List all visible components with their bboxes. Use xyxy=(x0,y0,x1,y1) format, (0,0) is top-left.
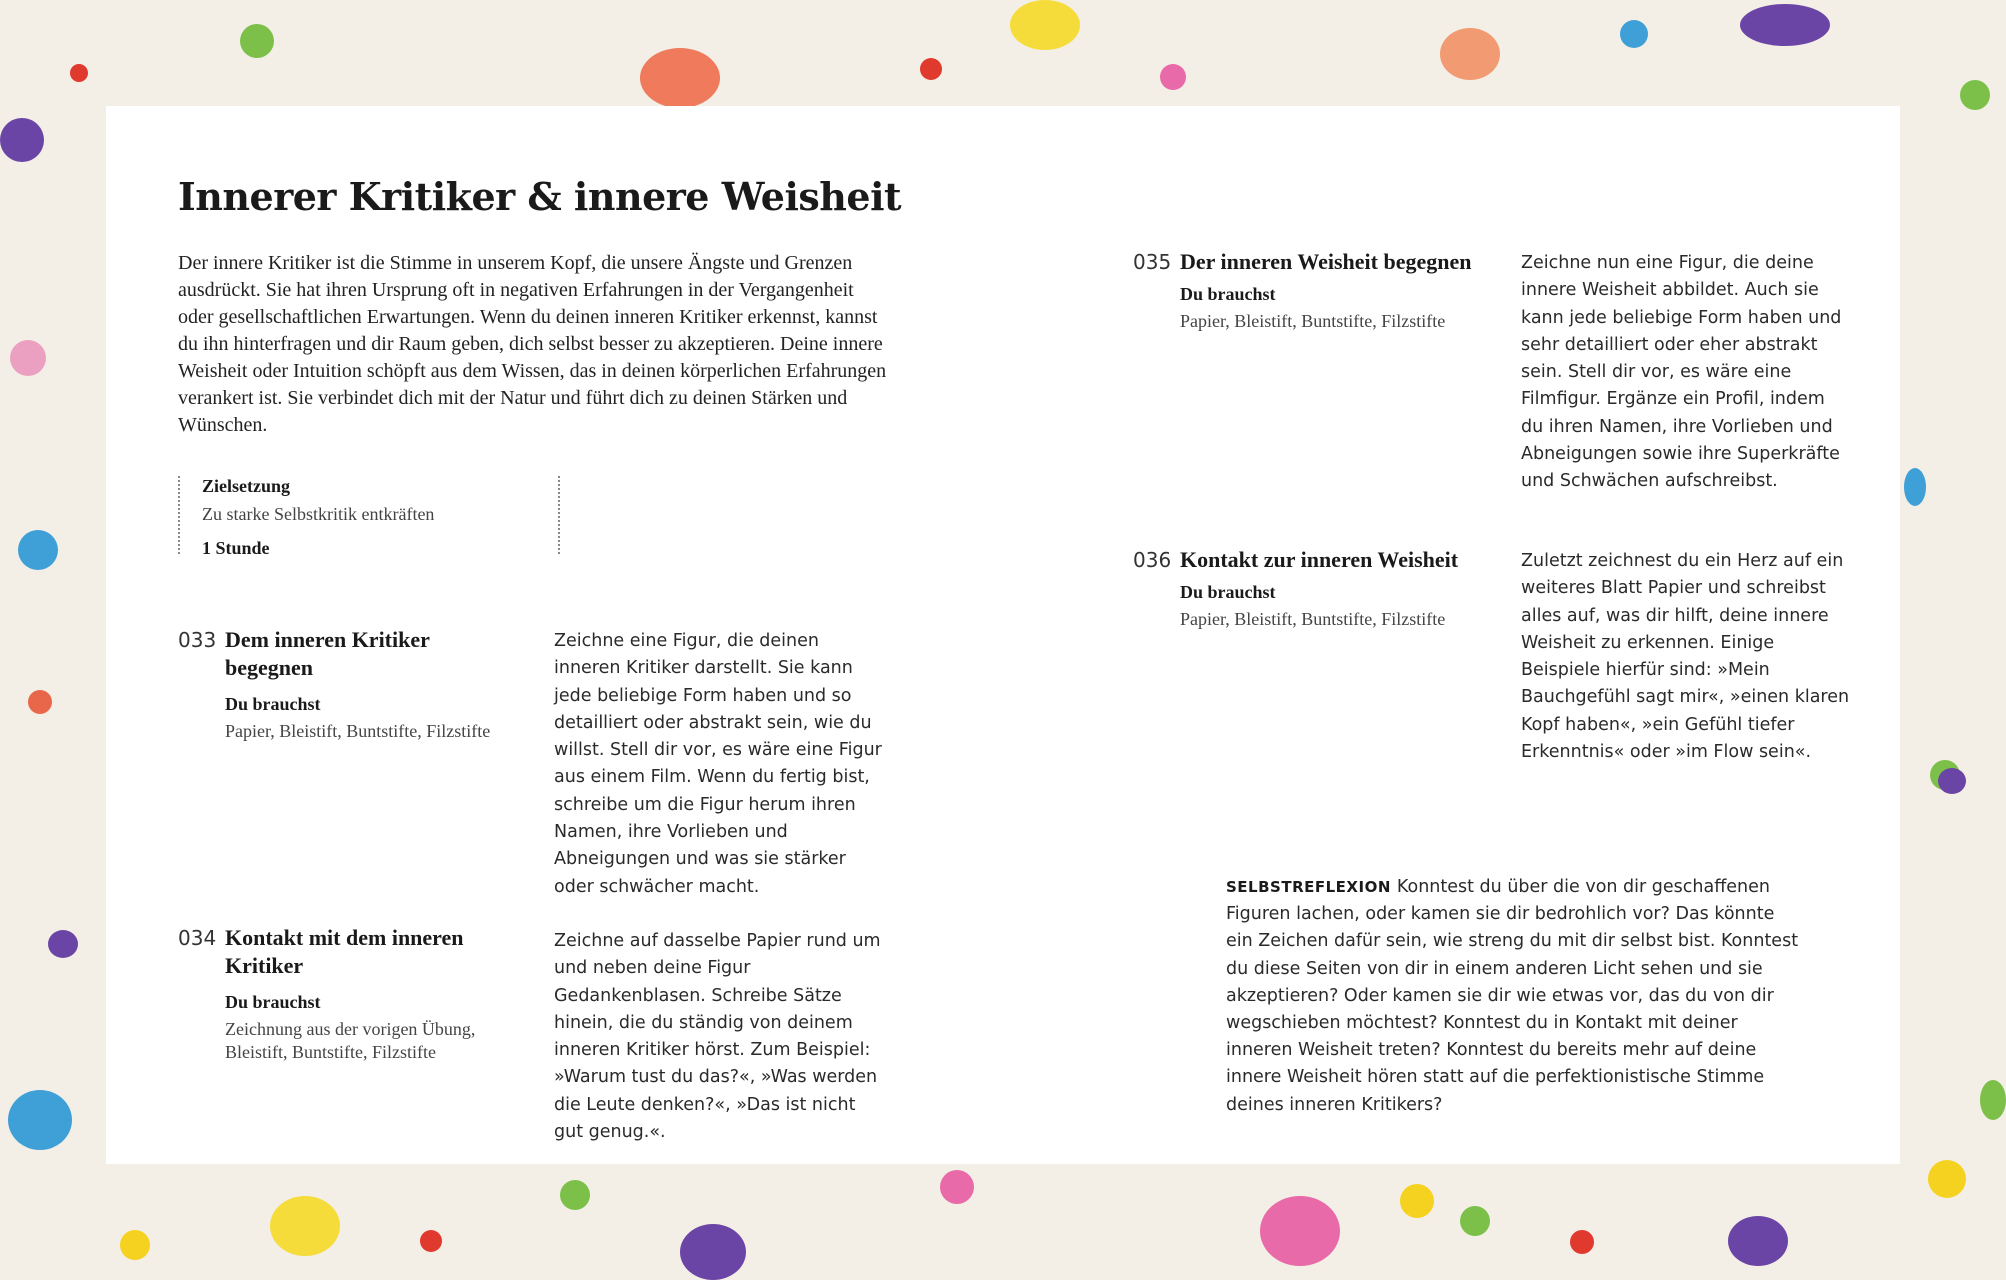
paint-splat xyxy=(1010,0,1080,50)
paint-splat xyxy=(1400,1184,1434,1218)
exercise-number: 034 xyxy=(178,926,217,950)
paint-splat xyxy=(8,1090,72,1150)
exercise-number: 035 xyxy=(1133,250,1172,274)
exercise-text: Zuletzt zeichnest du ein Herz auf ein weiteres Blatt Papier und schreibst alles auf, was dir hilft, deine innere Weisheit zu erkennen. Einige Beispiele hierfür sind: »Mein Bauchgefühl sagt mir«, »einen klaren Kopf haben«, »ein Gefühl tiefer Erkenntnis« oder »im Flow sein«. xyxy=(1521,551,1850,763)
needs-label: Du brauchst xyxy=(225,992,321,1012)
paint-splat xyxy=(640,48,720,108)
page-card xyxy=(106,106,1900,1164)
paint-splat xyxy=(420,1230,442,1252)
paint-splat xyxy=(48,930,78,958)
exercise-text: Zeichne eine Figur, die deinen inneren Kritiker darstellt. Sie kann jede beliebige Form haben und so detailliert oder abstrakt sein, wie du willst. Stell dir vor, es wäre eine Figur aus einem Film. Wenn du fertig bist, schreibe um die Figur herum ihren Namen, ihre Vorlieben und Abneigungen und was sie stärker oder schwächer macht. xyxy=(554,631,882,897)
paint-splat xyxy=(1440,28,1500,80)
needs-label: Du brauchst xyxy=(225,694,321,714)
needs-value: Papier, Bleistift, Buntstifte, Filzstifte xyxy=(1180,311,1446,331)
paint-splat xyxy=(1740,4,1830,46)
exercise-title: Kontakt zur inneren Weisheit xyxy=(1180,547,1459,572)
exercise-title: Der inneren Weisheit begegnen xyxy=(1180,249,1472,274)
paint-splat xyxy=(1904,468,1926,506)
exercise-text: Zeichne auf dasselbe Papier rund um und neben deine Figur Gedankenblasen. Schreibe Sätze hinein, die du ständig von deinem inneren Kritiker hörst. Zum Beispiel: »Warum tust du das?«, »Was werden die Leute denken?«, »Das ist nicht gut genug.«. xyxy=(554,931,881,1143)
paint-splat xyxy=(1570,1230,1594,1254)
paint-splat xyxy=(240,24,274,58)
paint-splat xyxy=(1620,20,1648,48)
needs-value: Papier, Bleistift, Buntstifte, Filzstifte xyxy=(1180,609,1446,629)
paint-splat xyxy=(1460,1206,1490,1236)
paint-splat xyxy=(680,1224,746,1280)
paint-splat xyxy=(70,64,88,82)
paint-splat xyxy=(560,1180,590,1210)
needs-label: Du brauchst xyxy=(1180,284,1276,304)
goal-label: Zielsetzung xyxy=(202,476,290,496)
goal-box xyxy=(178,476,560,558)
paint-splat xyxy=(1938,768,1966,794)
paint-splat xyxy=(0,118,44,162)
paint-splat xyxy=(1960,80,1990,110)
self-reflection xyxy=(1226,874,1804,1119)
needs-value: Zeichnung aus der vorigen Übung, Bleistift, Buntstifte, Filzstifte xyxy=(225,1019,476,1062)
exercise-number: 036 xyxy=(1133,548,1172,572)
paint-splat xyxy=(120,1230,150,1260)
paint-splat xyxy=(1728,1216,1788,1266)
page-title: Innerer Kritiker & innere Weisheit xyxy=(178,174,902,219)
self-reflection-label: SELBSTREFLEXION xyxy=(1226,878,1391,896)
paint-splat xyxy=(920,58,942,80)
paint-splat xyxy=(270,1196,340,1256)
paint-splat xyxy=(940,1170,974,1204)
paint-splat xyxy=(1980,1080,2006,1120)
exercise-title: Dem inneren Kritiker begegnen xyxy=(225,627,430,680)
exercise-title: Kontakt mit dem inneren Kritiker xyxy=(225,925,464,978)
duration: 1 Stunde xyxy=(202,538,270,558)
exercise-number: 033 xyxy=(178,628,217,652)
paint-splat xyxy=(10,340,46,376)
paint-splat xyxy=(1928,1160,1966,1198)
paint-splat xyxy=(28,690,52,714)
goal-value: Zu starke Selbstkritik entkräften xyxy=(202,504,435,524)
paint-splat xyxy=(18,530,58,570)
paint-splat xyxy=(1260,1196,1340,1266)
self-reflection-text: Konntest du über die von dir geschaffenen Figuren lachen, oder kamen sie dir bedrohlich vor? Das könnte ein Zeichen dafür sein, wie streng du mit dir selbst bist. Konntest du diese Seiten von dir in einem anderen Licht sehen und sie akzeptieren? Oder kamen sie dir wie etwas vor, das du von dir wegschieben möchtest? Konntest du in Kontakt mit deiner inneren Weisheit treten? Konntest du bereits mehr auf deine innere Weisheit hören statt auf die perfektionistische Stimme deines inneren Kritikers? xyxy=(1226,877,1799,1115)
exercise-text: Zeichne nun eine Figur, die deine innere Weisheit abbildet. Auch sie kann jede beliebige Form haben und sehr detailliert oder eher abstrakt sein. Stell dir vor, es wäre eine Filmfigur. Ergänze ein Profil, indem du ihren Namen, ihre Vorlieben und Abneigungen sowie ihre Superkräfte und Schwächen aufschreibst. xyxy=(1521,253,1842,492)
needs-value: Papier, Bleistift, Buntstifte, Filzstifte xyxy=(225,721,491,741)
needs-label: Du brauchst xyxy=(1180,582,1276,602)
intro-paragraph: Der innere Kritiker ist die Stimme in unserem Kopf, die unsere Ängste und Grenzen ausdrückt. Sie hat ihren Ursprung oft in negativen Erfahrungen in der Vergangenheit oder gesellschaftlichen Erwartungen. Wenn du deinen inneren Kritiker erkennst, kannst du ihn hinterfragen und dir Raum geben, dich selbst besser zu akzeptieren. Deine innere Weisheit oder Intuition schöpft aus dem Wissen, das in deinen körperlichen Erfahrungen verankert ist. Sie verbindet dich mit der Natur und führt dich zu deinen Stärken und Wünschen. xyxy=(178,252,887,436)
paint-splat xyxy=(1160,64,1186,90)
